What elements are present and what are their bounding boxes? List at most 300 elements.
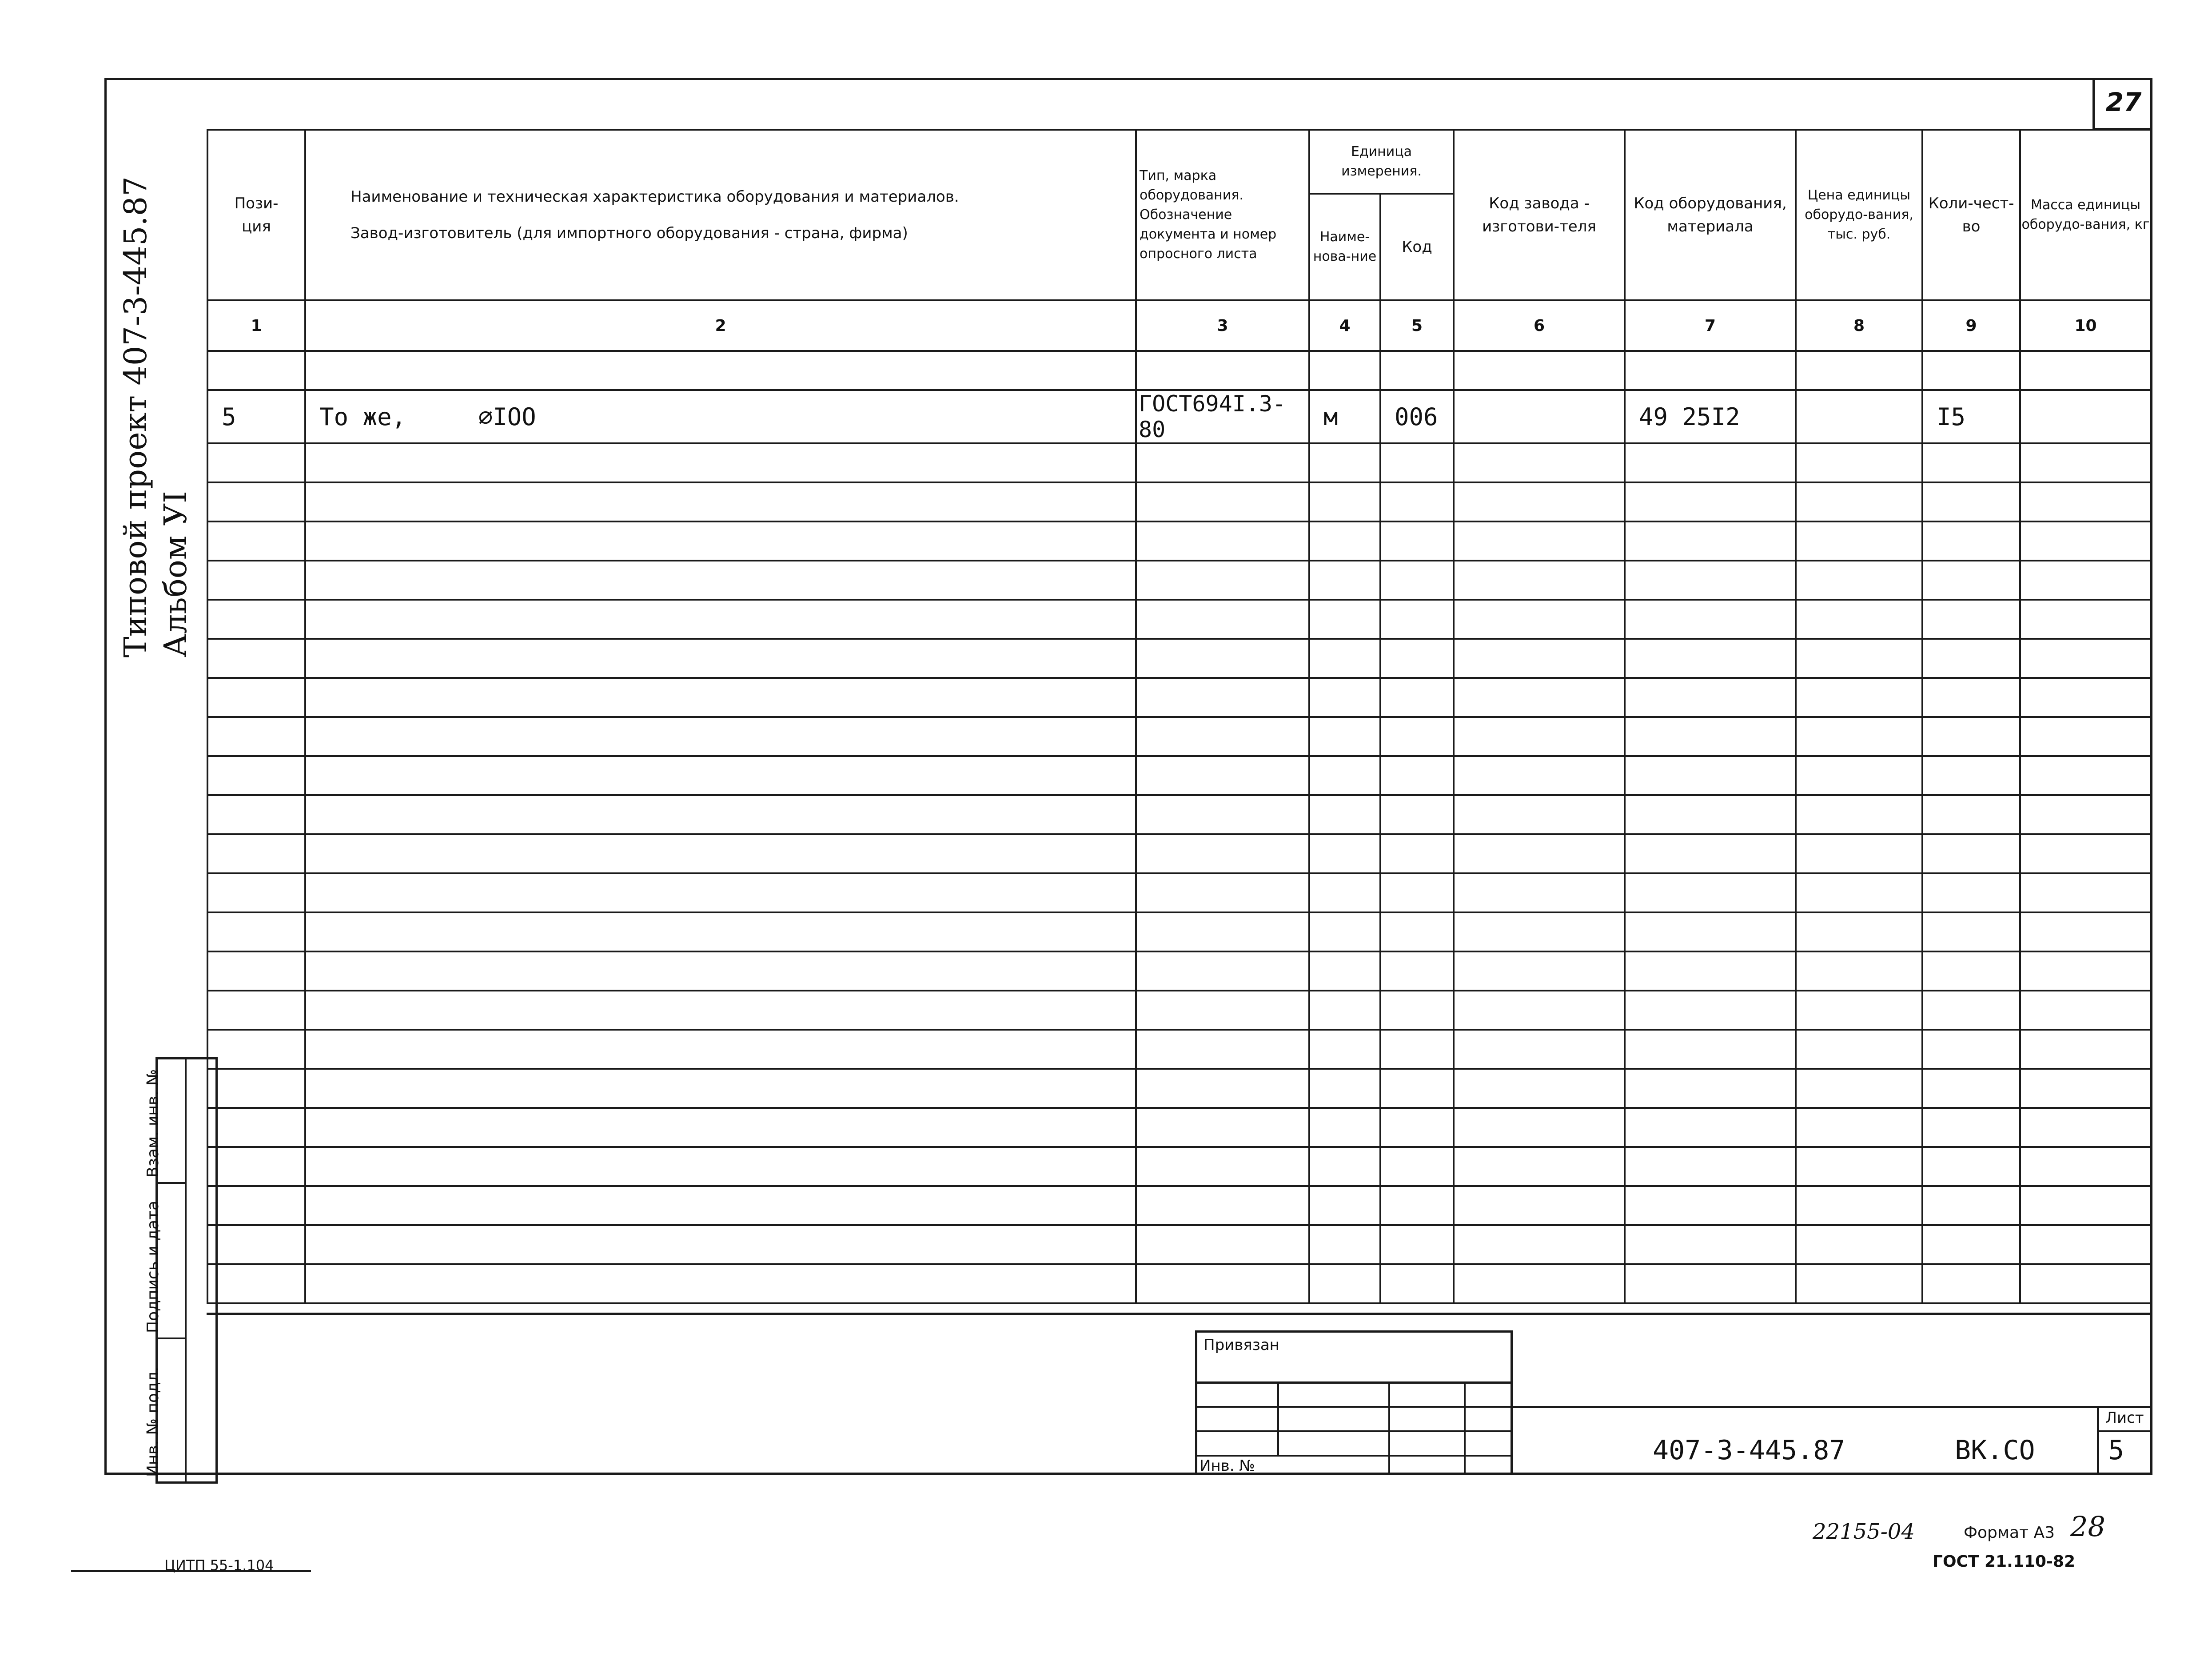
table-cell — [1796, 951, 1922, 991]
table-cell — [1796, 390, 1922, 443]
table-cell — [1380, 756, 1454, 795]
table-cell — [1625, 834, 1796, 873]
table-cell — [2020, 1108, 2151, 1147]
table-cell — [1454, 1030, 1625, 1069]
table-cell — [2020, 561, 2151, 600]
table-cell — [1796, 1225, 1922, 1264]
table-cell — [305, 1030, 1136, 1069]
table-cell: То же, ⌀IOO — [305, 390, 1136, 443]
table-cell — [1796, 717, 1922, 756]
header-name-line1: Наименование и техническая характеристика оборудования и материалов. — [351, 188, 959, 206]
table-cell — [2020, 521, 2151, 561]
table-cell — [1380, 1030, 1454, 1069]
table-cell — [1454, 443, 1625, 482]
table-cell: 006 — [1380, 390, 1454, 443]
table-cell — [1625, 717, 1796, 756]
col-num-7: 7 — [1625, 300, 1796, 351]
table-cell — [1136, 1030, 1309, 1069]
table-cell — [1922, 351, 2020, 390]
table-cell — [1922, 561, 2020, 600]
table-cell — [1922, 678, 2020, 717]
table-cell — [1625, 1030, 1796, 1069]
header-unit-name: Наиме-нова-ние — [1309, 194, 1380, 300]
header-quantity: Коли-чест-во — [1922, 130, 2020, 300]
table-cell — [1796, 912, 1922, 951]
table-cell — [1922, 834, 2020, 873]
table-row — [207, 482, 2151, 521]
table-row — [207, 443, 2151, 482]
table-cell — [207, 482, 305, 521]
table-cell — [1796, 521, 1922, 561]
table-cell — [207, 1108, 305, 1147]
table-cell — [1380, 639, 1454, 678]
side-title-line1: Типовой проект 407-3-445.87 — [117, 176, 154, 657]
page-number: 27 — [2092, 78, 2152, 130]
table-cell — [1922, 717, 2020, 756]
table-cell — [1922, 951, 2020, 991]
table-cell — [1625, 678, 1796, 717]
table-cell — [1309, 482, 1380, 521]
table-cell — [1454, 600, 1625, 639]
table-cell — [1625, 951, 1796, 991]
table-cell — [1309, 678, 1380, 717]
table-cell — [1454, 390, 1625, 443]
header-unit-code: Код — [1380, 194, 1454, 300]
table-cell — [1796, 561, 1922, 600]
table-cell — [1309, 521, 1380, 561]
table-cell — [1136, 795, 1309, 834]
table-cell — [207, 756, 305, 795]
table-cell: 5 — [207, 390, 305, 443]
table-cell — [305, 1147, 1136, 1186]
table-cell — [1796, 1108, 1922, 1147]
side-stamp-inv — [144, 1339, 187, 1481]
table-cell — [1309, 951, 1380, 991]
table-cell — [305, 717, 1136, 756]
table-cell — [305, 521, 1136, 561]
table-cell — [1922, 639, 2020, 678]
table-cell — [305, 678, 1136, 717]
col-num-2: 2 — [305, 300, 1136, 351]
side-stamp-vzam-label: Взам. инв. № — [144, 1069, 162, 1178]
table-cell — [207, 1147, 305, 1186]
table-cell — [2020, 639, 2151, 678]
table-cell — [1136, 1264, 1309, 1303]
table-cell — [2020, 1264, 2151, 1303]
side-stamp-vzam — [144, 1059, 187, 1184]
table-cell — [207, 951, 305, 991]
footer-format: Формат А3 — [1964, 1524, 2055, 1542]
col-num-5: 5 — [1380, 300, 1454, 351]
table-row — [207, 390, 2151, 443]
table-cell — [305, 443, 1136, 482]
table-row — [207, 834, 2151, 873]
table-cell — [1380, 991, 1454, 1030]
table-cell — [1136, 351, 1309, 390]
table-cell — [1922, 873, 2020, 912]
table-cell — [1625, 1147, 1796, 1186]
table-cell — [1380, 678, 1454, 717]
table-cell — [1454, 1225, 1625, 1264]
table-cell — [1136, 1186, 1309, 1225]
table-cell — [1380, 443, 1454, 482]
table-row — [207, 951, 2151, 991]
table-cell — [1922, 1186, 2020, 1225]
table-cell — [1380, 1069, 1454, 1108]
table-cell — [305, 1108, 1136, 1147]
table-cell — [1136, 873, 1309, 912]
table-cell — [1625, 991, 1796, 1030]
table-cell — [1796, 639, 1922, 678]
table-cell — [1309, 1108, 1380, 1147]
table-cell — [2020, 482, 2151, 521]
table-cell — [2020, 1147, 2151, 1186]
table-cell — [1454, 795, 1625, 834]
document-mark: ВК.СО — [1955, 1435, 2035, 1466]
table-cell — [1625, 1108, 1796, 1147]
table-cell — [207, 834, 305, 873]
table-cell — [2020, 390, 2151, 443]
table-cell — [1309, 600, 1380, 639]
table-cell — [1625, 1186, 1796, 1225]
table-cell — [305, 912, 1136, 951]
table-cell — [2020, 1186, 2151, 1225]
table-cell: м — [1309, 390, 1380, 443]
table-cell — [1309, 1069, 1380, 1108]
table-cell — [2020, 1225, 2151, 1264]
table-row — [207, 795, 2151, 834]
table-cell — [1309, 351, 1380, 390]
table-cell — [305, 1264, 1136, 1303]
table-cell — [1309, 873, 1380, 912]
table-cell — [1625, 443, 1796, 482]
table-cell — [1380, 600, 1454, 639]
table-cell — [1625, 639, 1796, 678]
table-cell — [1380, 521, 1454, 561]
table-cell — [1380, 351, 1454, 390]
table-cell — [2020, 991, 2151, 1030]
table-cell — [1454, 1108, 1625, 1147]
table-cell — [1454, 561, 1625, 600]
col-num-9: 9 — [1922, 300, 2020, 351]
table-cell — [207, 991, 305, 1030]
header-row — [207, 130, 2151, 194]
table-cell — [1796, 795, 1922, 834]
table-cell — [1309, 639, 1380, 678]
table-cell — [2020, 795, 2151, 834]
table-cell — [1625, 873, 1796, 912]
header-position: Пози- ция — [207, 130, 305, 300]
table-cell — [1380, 873, 1454, 912]
table-cell — [2020, 912, 2151, 951]
table-cell — [1309, 795, 1380, 834]
table-cell — [1625, 351, 1796, 390]
table-cell — [1136, 678, 1309, 717]
table-cell — [1796, 1069, 1922, 1108]
tb-grid-line — [1388, 1384, 1390, 1473]
table-cell — [2020, 600, 2151, 639]
table-cell — [305, 1225, 1136, 1264]
table-cell — [1136, 1108, 1309, 1147]
table-cell — [2020, 1069, 2151, 1108]
table-cell — [1796, 351, 1922, 390]
table-cell — [1796, 482, 1922, 521]
table-cell — [1309, 834, 1380, 873]
header-equipment-code: Код оборудования, материала — [1625, 130, 1796, 300]
header-type: Тип, марка оборудования. Обозначение документа и номер опросного листа — [1136, 130, 1309, 300]
table-row — [207, 1069, 2151, 1108]
table-cell — [2020, 1030, 2151, 1069]
table-cell — [1136, 521, 1309, 561]
table-row — [207, 678, 2151, 717]
empty-rows — [207, 443, 2151, 1303]
table-cell — [305, 834, 1136, 873]
sheet-value: 5 — [2108, 1435, 2124, 1466]
table-cell — [1136, 1147, 1309, 1186]
table-cell — [2020, 443, 2151, 482]
table-cell — [1625, 1264, 1796, 1303]
table-cell — [1796, 1264, 1922, 1303]
table-cell — [1380, 561, 1454, 600]
table-cell — [207, 561, 305, 600]
table-cell — [207, 443, 305, 482]
table-cell — [1922, 912, 2020, 951]
table-cell — [1454, 351, 1625, 390]
table-cell — [1454, 521, 1625, 561]
table-cell — [1380, 482, 1454, 521]
table-cell — [1309, 756, 1380, 795]
table-cell — [1309, 1186, 1380, 1225]
table-cell — [1136, 639, 1309, 678]
table-cell — [305, 600, 1136, 639]
table-cell — [305, 1186, 1136, 1225]
tb-grid-line — [1277, 1384, 1279, 1455]
table-row — [207, 561, 2151, 600]
table-cell — [1796, 1030, 1922, 1069]
table-cell — [1796, 991, 1922, 1030]
table-cell — [2020, 756, 2151, 795]
table-cell — [1309, 1030, 1380, 1069]
table-cell — [305, 873, 1136, 912]
table-row — [207, 717, 2151, 756]
table-cell — [1380, 717, 1454, 756]
table-cell — [207, 600, 305, 639]
table-cell — [2020, 717, 2151, 756]
header-name-line2: Завод-изготовитель (для импортного оборудования - страна, фирма) — [351, 224, 908, 242]
document-code: 407-3-445.87 — [1653, 1435, 1845, 1466]
col-num-8: 8 — [1796, 300, 1922, 351]
table-cell — [1922, 756, 2020, 795]
table-cell — [207, 351, 305, 390]
table-cell — [1922, 795, 2020, 834]
table-cell — [207, 873, 305, 912]
table-cell — [305, 951, 1136, 991]
table-cell — [1922, 482, 2020, 521]
table-cell — [1136, 912, 1309, 951]
table-cell — [1136, 561, 1309, 600]
title-block-outline — [207, 1313, 2150, 1477]
table-cell: ГОСТ694I.3-80 — [1136, 390, 1309, 443]
footer-number: 22155-04 — [1813, 1519, 1915, 1544]
table-cell — [1309, 1264, 1380, 1303]
side-stamp-inv-label: Инв. № подл. — [144, 1366, 162, 1477]
inv-no-label: Инв. № — [1200, 1457, 1255, 1475]
table-cell — [207, 1030, 305, 1069]
col-num-10: 10 — [2020, 300, 2151, 351]
table-cell — [1796, 678, 1922, 717]
table-cell — [305, 639, 1136, 678]
table-cell — [1380, 1225, 1454, 1264]
table-cell — [1454, 1264, 1625, 1303]
table-row — [207, 521, 2151, 561]
table-cell — [207, 1186, 305, 1225]
table-cell — [1796, 873, 1922, 912]
side-title — [116, 176, 204, 657]
table-row — [207, 1264, 2151, 1303]
table-cell — [1136, 1225, 1309, 1264]
table-cell — [1796, 1147, 1922, 1186]
table-cell — [1922, 1030, 2020, 1069]
table-cell — [1454, 678, 1625, 717]
table-cell — [1454, 951, 1625, 991]
table-cell — [305, 756, 1136, 795]
table-cell — [1796, 600, 1922, 639]
table-cell — [1454, 873, 1625, 912]
table-row — [207, 756, 2151, 795]
header-mass: Масса единицы оборудо-вания, кг — [2020, 130, 2151, 300]
table-cell — [1380, 912, 1454, 951]
table-cell — [1309, 1225, 1380, 1264]
header-name — [305, 130, 1136, 300]
table-cell — [1625, 1069, 1796, 1108]
table-cell — [1454, 717, 1625, 756]
table-cell — [305, 1069, 1136, 1108]
table-cell — [1625, 521, 1796, 561]
table-cell — [1796, 443, 1922, 482]
table-cell — [1625, 756, 1796, 795]
sheet-box — [2097, 1406, 2150, 1475]
table-cell — [1922, 1069, 2020, 1108]
title-block-divider — [1513, 1406, 2150, 1408]
table-cell — [207, 521, 305, 561]
table-cell — [1136, 834, 1309, 873]
table-cell — [305, 795, 1136, 834]
table-cell — [1380, 951, 1454, 991]
table-cell — [1380, 834, 1454, 873]
table-cell — [1136, 1069, 1309, 1108]
side-title-line2: Альбом УI — [157, 491, 194, 657]
table-cell — [1922, 1264, 2020, 1303]
table-cell — [1796, 834, 1922, 873]
table-cell — [1796, 756, 1922, 795]
header-plant-code: Код завода - изготови-теля — [1454, 130, 1625, 300]
table-row — [207, 639, 2151, 678]
table-cell — [207, 639, 305, 678]
col-num-3: 3 — [1136, 300, 1309, 351]
table-cell — [1922, 1225, 2020, 1264]
table-cell — [1454, 834, 1625, 873]
footer-page: 28 — [2070, 1510, 2105, 1543]
col-num-1: 1 — [207, 300, 305, 351]
table-cell — [1454, 912, 1625, 951]
table-cell — [1922, 991, 2020, 1030]
table-cell — [1454, 482, 1625, 521]
table-cell — [1136, 717, 1309, 756]
table-cell — [2020, 834, 2151, 873]
table-cell — [1922, 1108, 2020, 1147]
table-cell — [207, 678, 305, 717]
col-num-4: 4 — [1309, 300, 1380, 351]
side-stamp-podpis-label: Подпись и дата — [144, 1200, 162, 1333]
privyazan-box — [1195, 1330, 1513, 1381]
table-cell — [1309, 991, 1380, 1030]
table-cell — [207, 717, 305, 756]
sheet-label: Лист — [2099, 1406, 2150, 1432]
table-cell — [1380, 1108, 1454, 1147]
table-cell — [2020, 351, 2151, 390]
table-cell — [207, 1069, 305, 1108]
table-row — [207, 1186, 2151, 1225]
table-cell — [1922, 1147, 2020, 1186]
table-cell — [2020, 678, 2151, 717]
table-cell — [305, 561, 1136, 600]
table-cell — [1922, 521, 2020, 561]
table-cell — [1625, 482, 1796, 521]
table-row — [207, 912, 2151, 951]
table-cell — [1922, 443, 2020, 482]
table-cell — [207, 1264, 305, 1303]
table-row — [207, 991, 2151, 1030]
header-price: Цена единицы оборудо-вания, тыс. руб. — [1796, 130, 1922, 300]
table-cell — [1380, 1264, 1454, 1303]
column-numbers-row — [207, 300, 2151, 351]
table-row — [207, 1030, 2151, 1069]
table-cell — [1625, 795, 1796, 834]
table-cell: I5 — [1922, 390, 2020, 443]
table-row — [207, 600, 2151, 639]
table-cell — [1454, 1186, 1625, 1225]
table-cell — [1454, 1147, 1625, 1186]
footer-left: ЦИТП 55-1.104 — [164, 1557, 274, 1574]
table-cell — [1380, 795, 1454, 834]
table-cell — [1380, 1186, 1454, 1225]
table-row — [207, 873, 2151, 912]
table-cell — [1796, 1186, 1922, 1225]
table-cell — [1380, 1147, 1454, 1186]
table-cell — [1454, 756, 1625, 795]
table-cell — [1309, 561, 1380, 600]
table-row — [207, 1225, 2151, 1264]
footer-gost: ГОСТ 21.110-82 — [1933, 1553, 2076, 1571]
table-cell — [1136, 951, 1309, 991]
table-cell — [1136, 991, 1309, 1030]
table-cell — [305, 482, 1136, 521]
table-cell — [1454, 1069, 1625, 1108]
table-cell — [1625, 1225, 1796, 1264]
specification-table — [207, 129, 2152, 1304]
table-cell — [1309, 912, 1380, 951]
header-unit: Единица измерения. — [1309, 130, 1454, 194]
table-cell — [1136, 756, 1309, 795]
table-cell — [305, 351, 1136, 390]
table-cell — [1309, 1147, 1380, 1186]
table-cell — [1136, 482, 1309, 521]
table-cell: 49 25I2 — [1625, 390, 1796, 443]
table-cell — [207, 795, 305, 834]
table-cell — [1309, 443, 1380, 482]
table-cell — [1625, 912, 1796, 951]
table-cell — [207, 1225, 305, 1264]
